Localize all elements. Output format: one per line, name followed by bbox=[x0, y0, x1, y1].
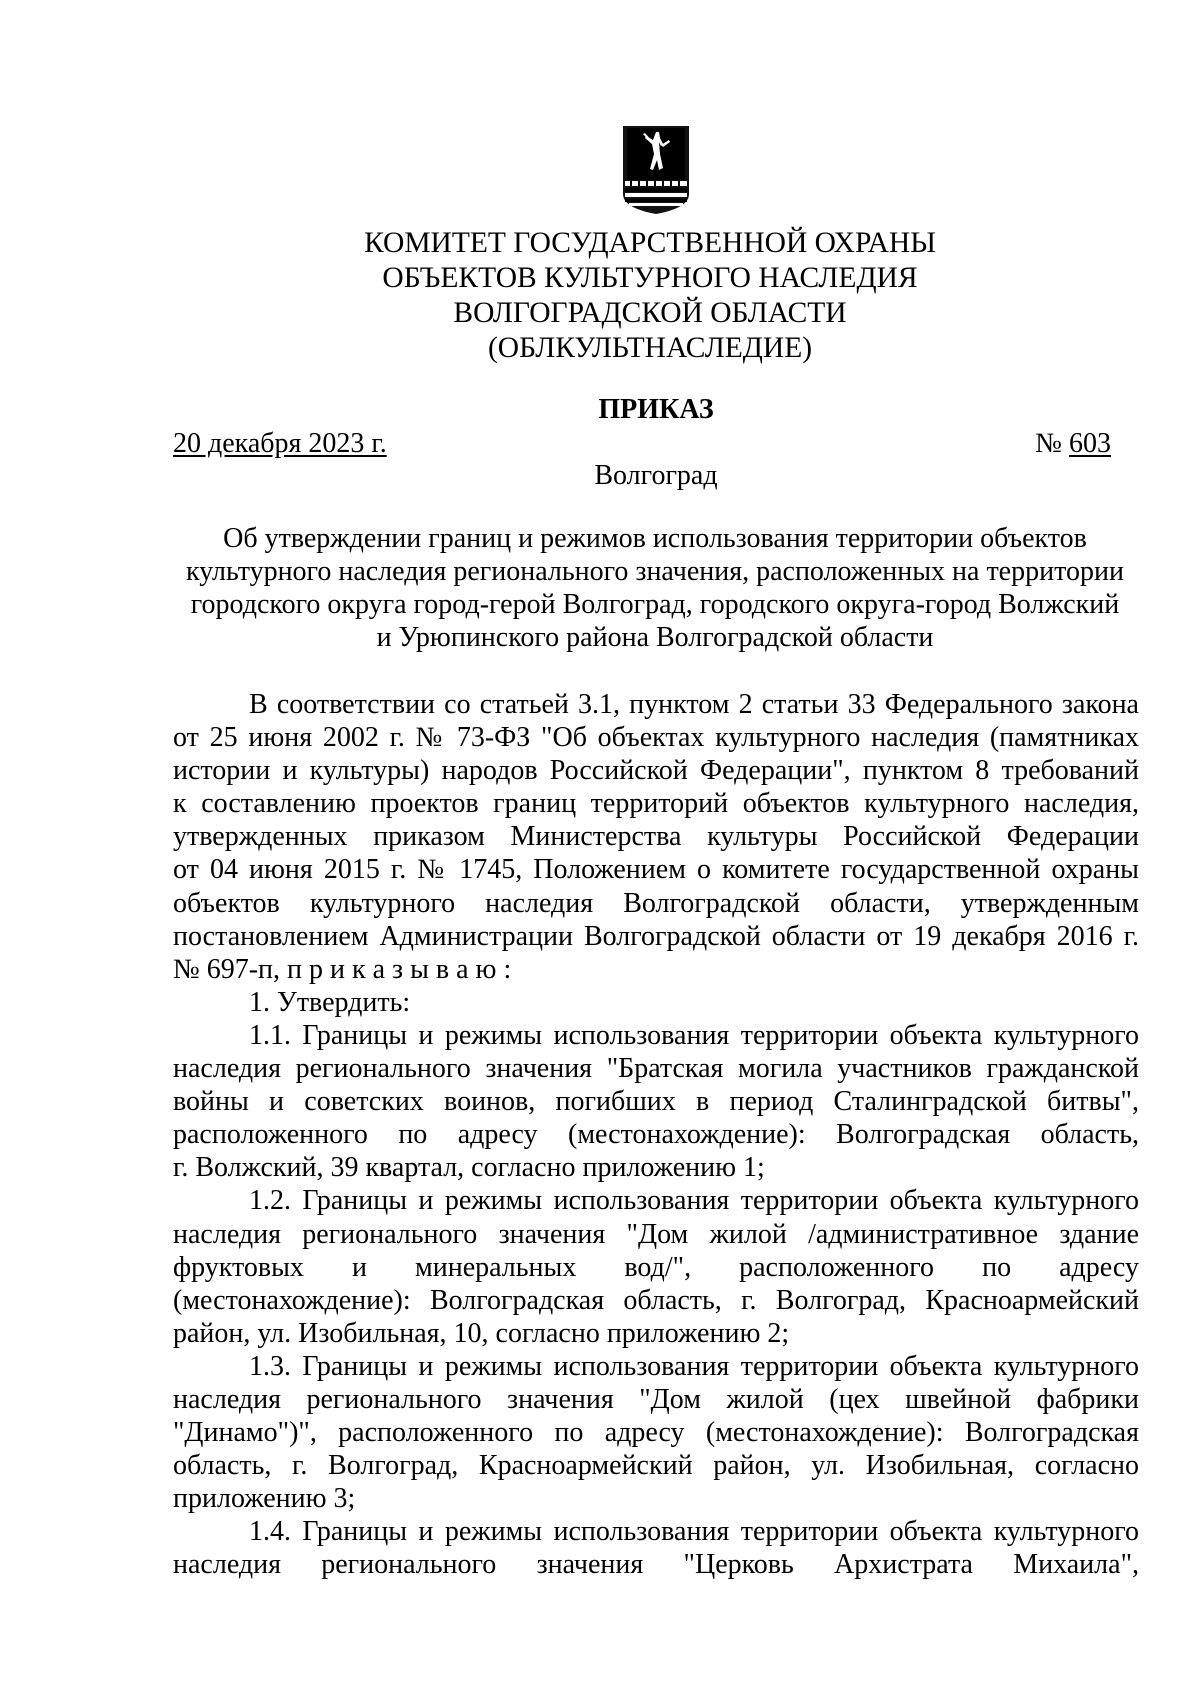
subject-line: городского округа город-герой Волгоград, городского округа-город Волжский bbox=[190, 589, 1120, 620]
subject-line: и Урюпинского района Волгоградской области bbox=[376, 622, 934, 653]
item-1: 1. Утвердить: bbox=[249, 986, 411, 1018]
text-line: наследия регионального значения "Дом жилой /административное здание bbox=[173, 1218, 1139, 1250]
text-line: войны и советских воинов, погибших в период Сталинградской битвы", bbox=[173, 1086, 1139, 1118]
subject-line: культурного наследия регионального значения, расположенных на территории bbox=[186, 556, 1124, 587]
order-date bbox=[173, 427, 387, 461]
org-line: ВОЛГОГРАДСКОЙ ОБЛАСТИ bbox=[453, 297, 847, 329]
order-subject bbox=[170, 522, 1140, 654]
text-line: расположенного по адресу (местонахождение): Волгоградская область, bbox=[173, 1119, 1139, 1151]
text-line: фруктовых и минеральных вод/", расположенного по адресу bbox=[173, 1251, 1139, 1283]
text-line: наследия регионального значения "Дом жилой (цех швейной фабрики bbox=[173, 1383, 1139, 1415]
text-line: В соответствии со статьей 3.1, пунктом 2 статьи 33 Федерального закона bbox=[249, 689, 1139, 720]
text-line: № 697-п, п р и к а з ы в а ю : bbox=[173, 953, 512, 985]
text-line: утвержденных приказом Министерства культуры Российской Федерации bbox=[173, 821, 1139, 853]
subject-line: Об утверждении границ и режимов использования территории объектов bbox=[223, 523, 1087, 554]
text-line: (местонахождение): Волгоградская область, г. Волгоград, Красноармейский bbox=[173, 1284, 1139, 1316]
text-line: 1.3. Границы и режимы использования территории объекта культурного bbox=[249, 1350, 1139, 1382]
text-line: "Динамо")", расположенного по адресу (местонахождение): Волгоградская bbox=[173, 1417, 1139, 1449]
preamble-paragraph bbox=[173, 688, 1139, 986]
text-line: объектов культурного наследия Волгоградской области, утвержденным bbox=[173, 887, 1139, 919]
order-number-value: 603 bbox=[1069, 428, 1111, 459]
organization-name bbox=[170, 226, 1130, 366]
order-city: Волгоград bbox=[594, 460, 718, 491]
text-line: наследия регионального значения "Братская могила участников гражданской bbox=[173, 1053, 1139, 1085]
text-line: 1.2. Границы и режимы использования территории объекта культурного bbox=[249, 1185, 1139, 1217]
text-line: область, г. Волгоград, Красноармейский район, ул. Изобильная, согласно bbox=[173, 1450, 1139, 1482]
order-body bbox=[173, 688, 1139, 1582]
org-line: ОБЪЕКТОВ КУЛЬТУРНОГО НАСЛЕДИЯ bbox=[382, 262, 918, 294]
text-line: к составлению проектов границ территорий объектов культурного наследия, bbox=[173, 788, 1139, 820]
document-type: ПРИКАЗ bbox=[598, 394, 714, 425]
item-1-2 bbox=[173, 1184, 1139, 1349]
order-date-text: 20 декабря 2023 г. bbox=[173, 428, 387, 459]
item-1-3 bbox=[173, 1350, 1139, 1515]
text-line: г. Волжский, 39 квартал, согласно приложению 1; bbox=[173, 1152, 765, 1184]
text-line: от 04 июня 2015 г. № 1745, Положением о комитете государственной охраны bbox=[173, 854, 1139, 886]
item-1-4 bbox=[173, 1515, 1139, 1581]
order-number-prefix: № bbox=[1035, 428, 1069, 459]
org-line: КОМИТЕТ ГОСУДАРСТВЕННОЙ ОХРАНЫ bbox=[364, 227, 936, 259]
org-line: (ОБЛКУЛЬТНАСЛЕДИЕ) bbox=[487, 332, 813, 364]
text-line: постановлением Администрации Волгоградской области от 19 декабря 2016 г. bbox=[173, 920, 1139, 952]
text-line: 1.1. Границы и режимы использования территории объекта культурного bbox=[249, 1019, 1139, 1051]
order-number bbox=[1035, 427, 1111, 461]
text-line: наследия регионального значения "Церковь Архистрата Михаила", bbox=[173, 1549, 1139, 1581]
text-line: истории и культуры) народов Российской Федерации", пунктом 8 требований bbox=[173, 755, 1139, 787]
text-line: 1.4. Границы и режимы использования территории объекта культурного bbox=[249, 1516, 1139, 1548]
text-line: район, ул. Изобильная, 10, согласно приложению 2; bbox=[173, 1317, 790, 1349]
volgograd-coat-of-arms-icon bbox=[619, 124, 693, 216]
item-1-1 bbox=[173, 1019, 1139, 1184]
text-line: от 25 июня 2002 г. № 73-ФЗ "Об объектах культурного наследия (памятниках bbox=[173, 722, 1139, 754]
text-line: приложению 3; bbox=[173, 1483, 356, 1515]
